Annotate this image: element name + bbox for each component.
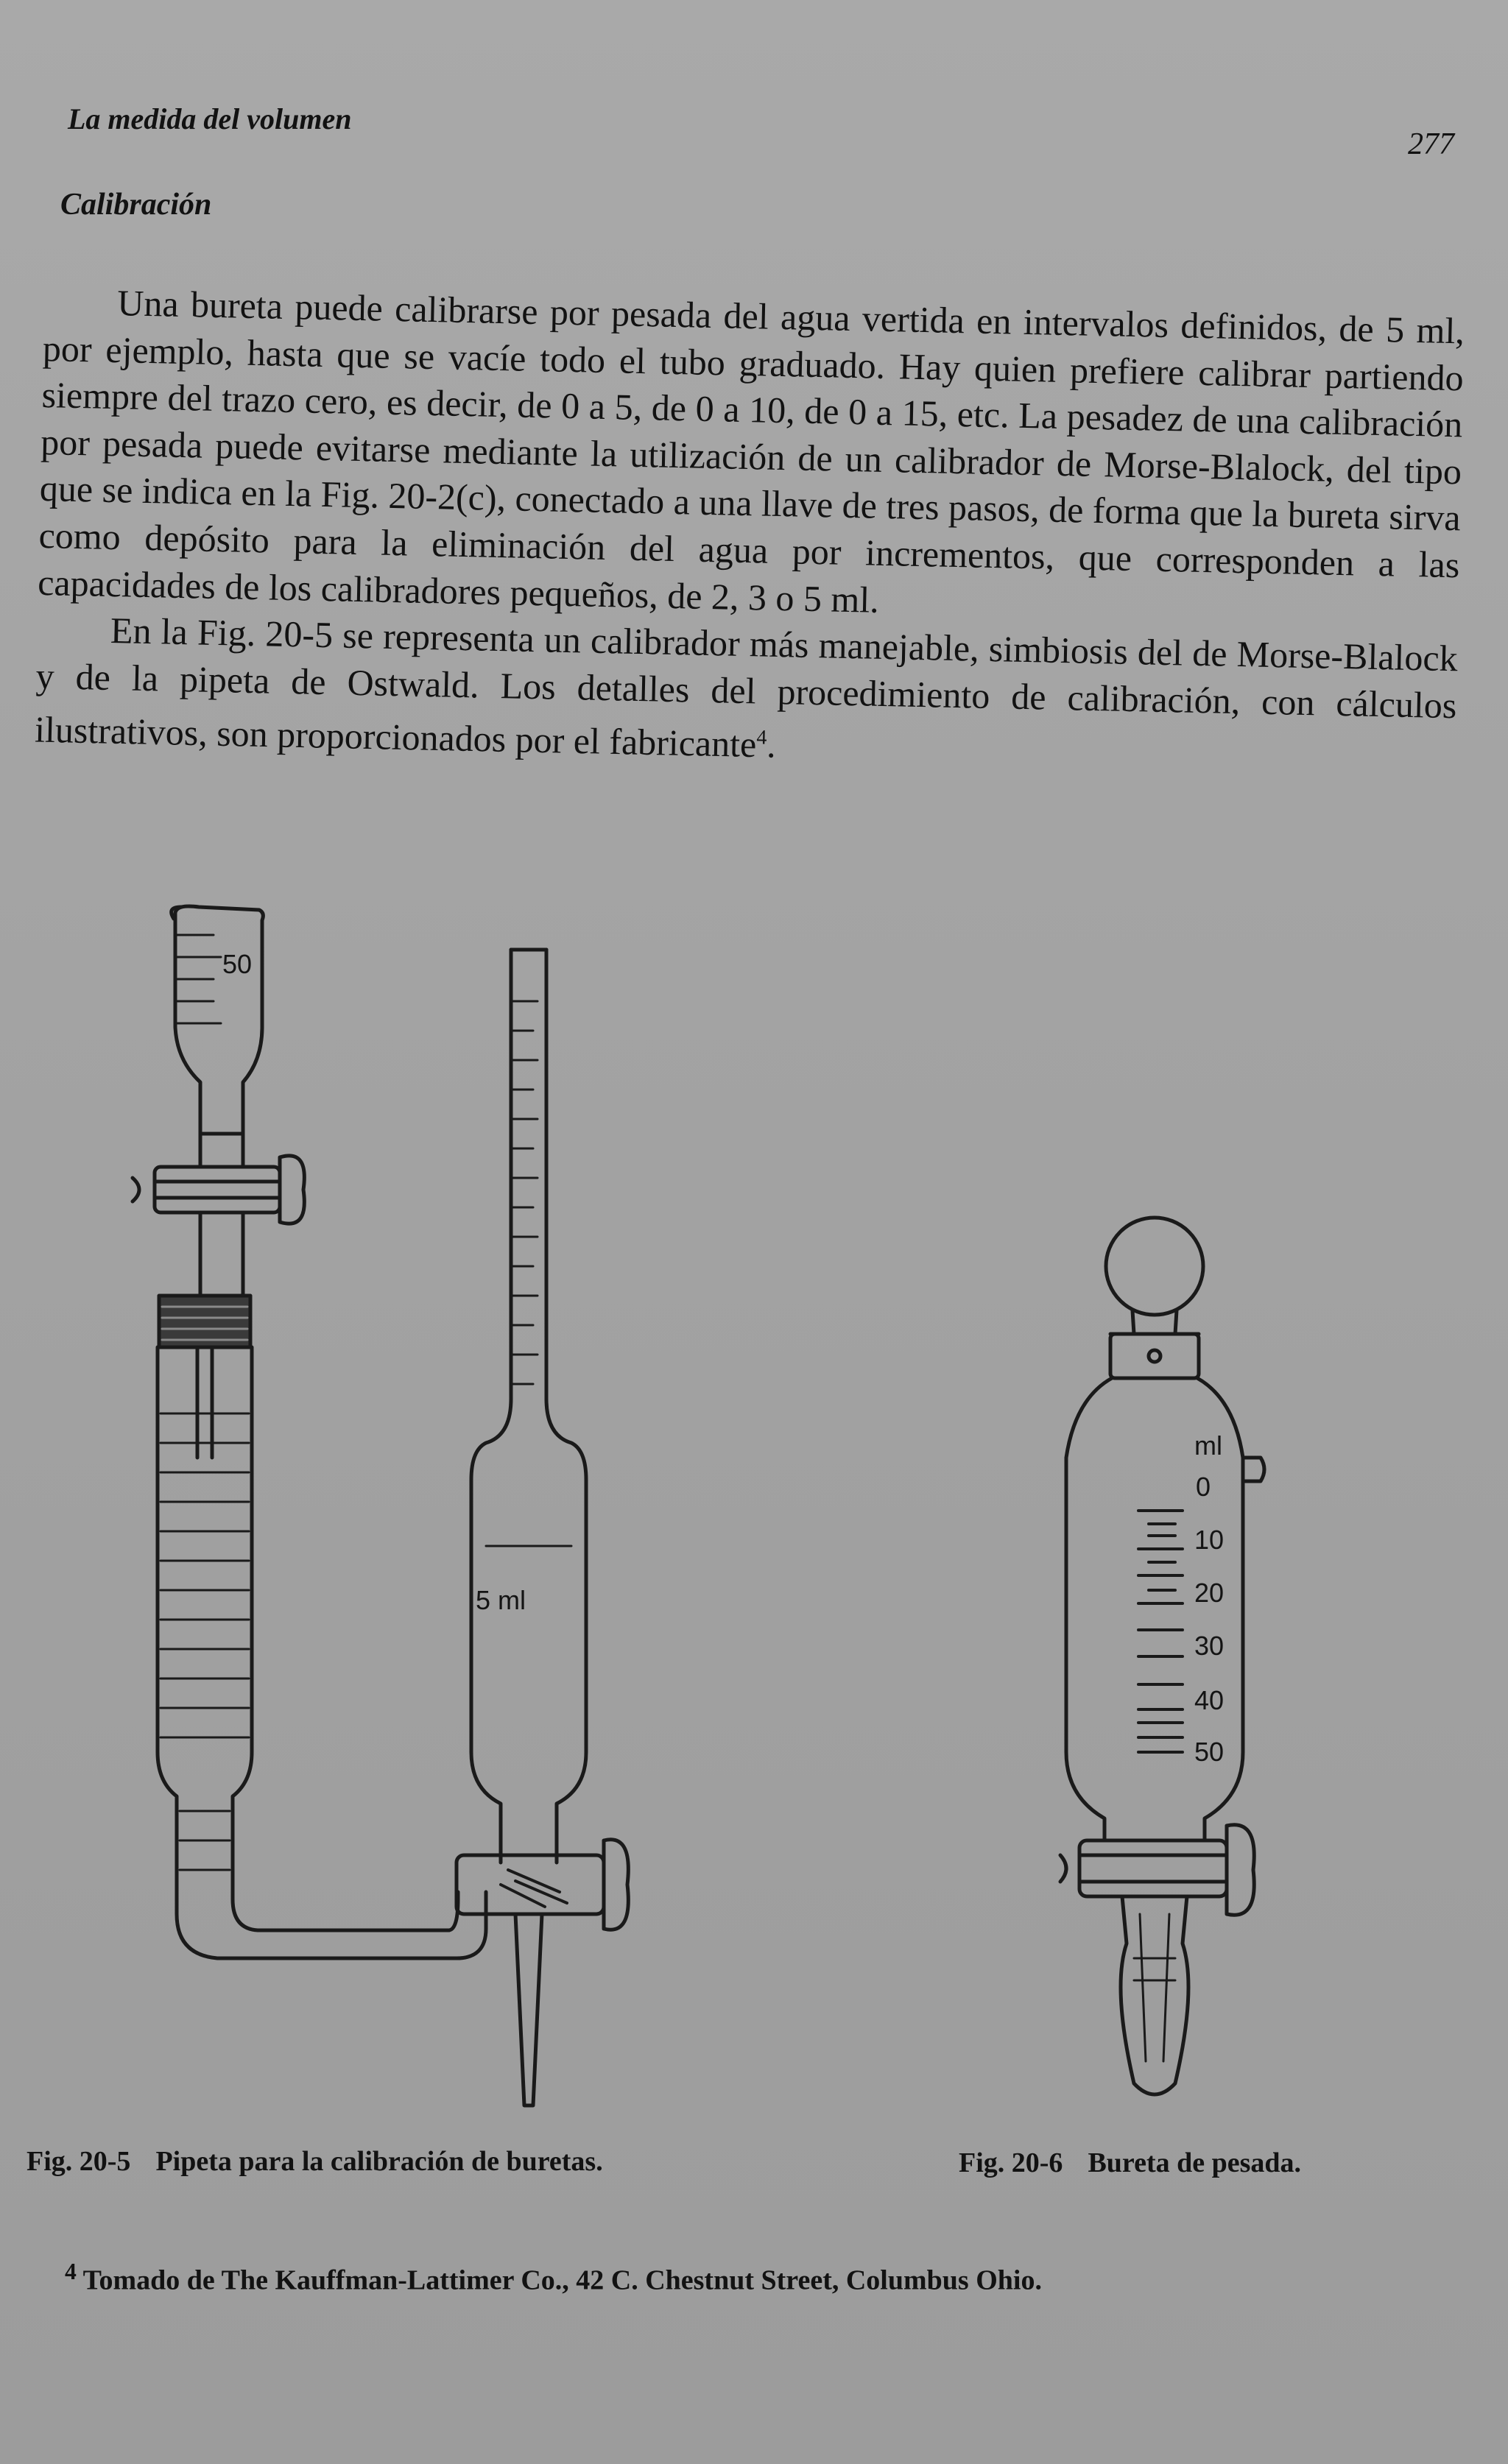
weighing-graduations — [1138, 1511, 1183, 1752]
reservoir-graduations — [177, 935, 221, 1023]
fig-20-5-caption — [27, 2145, 603, 2178]
fig-20-6-drawing — [1060, 1218, 1264, 2094]
scale-label-40: 40 — [1194, 1685, 1225, 1715]
paragraph-2-text: En la Fig. 20-5 se representa un calibrador más manejable, simbiosis del de Morse-Blalock y de la pipeta de Ostwald. Los detalles del procedimiento de calibración, con cálculos ilustrativos, son proporcionados por el fabricante — [34, 610, 1459, 766]
unit-label: ml — [1194, 1430, 1222, 1461]
bulb-volume-label: 5 ml — [476, 1585, 526, 1615]
pipette-graduations — [486, 1001, 571, 1546]
lower-stopcock-barrel — [457, 1855, 604, 1914]
fig-20-6-caption-text: Bureta de pesada. — [1088, 2147, 1302, 2178]
burette-body — [158, 1347, 486, 1958]
weighing-stopcock-barrel — [1079, 1840, 1227, 1896]
paragraph-1: Una bureta puede calibrarse por pesada del agua vertida en intervalos definidos, de 5 ml, por ejemplo, hasta que se vacíe todo el tubo graduado. Hay quien prefiere calibrar partiendo siempre del trazo cero, es decir, de 0 a 5, de 0 a 10, de 0 a 15, etc. La pesadez de una calibración por pesada puede evitarse mediante la utilización de un calibrador de Morse-Blalock, del tipo que se indica en la Fig. 20-2(c), conectado a una llave de tres pasos, de forma que la bureta sirva como depósito para la eliminación del agua por incrementos, que corresponden a las capacidades de los calibradores pequeños, de 2, 3 o 5 ml. — [37, 282, 1465, 621]
stopper-neck — [1110, 1334, 1199, 1378]
paragraph-2-end: . — [766, 724, 777, 766]
upper-stopcock-barrel — [155, 1167, 280, 1212]
fig-20-5-drawing — [133, 906, 628, 2105]
liquid-hatching — [161, 1413, 249, 1870]
delivery-tip — [515, 1914, 542, 2105]
reservoir-tube — [175, 906, 263, 1134]
footnote-reference: 4 — [756, 726, 767, 750]
figures-illustration — [0, 869, 1508, 2142]
footnote — [65, 2259, 1042, 2297]
reservoir-mark-label: 50 — [222, 949, 253, 979]
bleed-through-text — [1031, 221, 1473, 265]
pipette-stem — [471, 950, 511, 1863]
fig-20-5-caption-text: Pipeta para la calibración de buretas. — [155, 2146, 603, 2177]
weighing-stopcock-handle — [1227, 1825, 1254, 1916]
weighing-burette-body — [1066, 1378, 1112, 1840]
fig-20-6-number: Fig. 20-6 — [959, 2147, 1063, 2178]
footnote-marker: 4 — [65, 2259, 77, 2284]
inner-tube — [197, 1347, 212, 1458]
section-title: Calibración — [60, 188, 212, 222]
body-text — [34, 278, 1465, 783]
fig-20-5-number: Fig. 20-5 — [27, 2146, 131, 2177]
lower-stopcock-handle — [604, 1840, 628, 1930]
ground-tip — [1121, 1896, 1188, 2094]
upper-stopcock-handle — [280, 1156, 304, 1224]
running-head: La medida del volumen — [68, 102, 352, 135]
stopper-knob — [1106, 1218, 1203, 1315]
footnote-text: Tomado de The Kauffman-Lattimer Co., 42 C. Chestnut Street, Columbus Ohio. — [82, 2264, 1042, 2296]
scale-label-20: 20 — [1194, 1578, 1225, 1608]
page-number: 277 — [1408, 127, 1454, 161]
paragraph-2 — [34, 606, 1458, 783]
scale-label-0: 0 — [1196, 1472, 1211, 1502]
scale-label-30: 30 — [1194, 1631, 1225, 1661]
scale-label-50: 50 — [1194, 1737, 1225, 1767]
fig-20-6-caption — [959, 2147, 1301, 2179]
scale-label-10: 10 — [1194, 1525, 1225, 1555]
side-nozzle — [1243, 1458, 1264, 1481]
